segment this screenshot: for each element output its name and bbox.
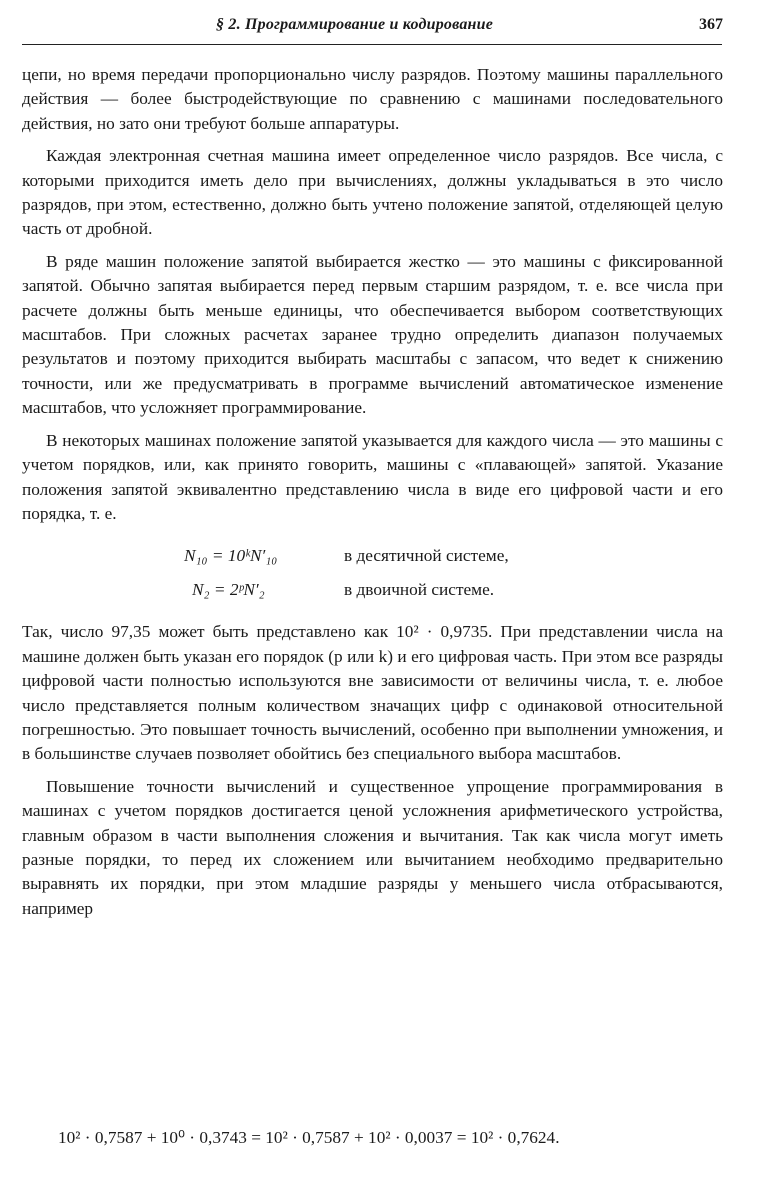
formula-row	[22, 578, 723, 608]
paragraph: цепи, но время передачи пропорционально числу разрядов. Поэтому машины параллельного действия — более быстродействующие по сравнению с машинами последовательного действия, но зато они требуют больше аппаратуры.	[22, 65, 723, 133]
example-formula: 10² · 0,7587 + 10⁰ · 0,3743 = 10² · 0,7587 + 10² · 0,0037 = 10² · 0,7624.	[58, 1128, 560, 1147]
formula-description: в двоичной системе.	[344, 580, 495, 600]
page-number: 367	[699, 16, 723, 33]
formula-block	[22, 534, 723, 614]
paragraph: Повышение точности вычислений и существенное упрощение программирования в машинах с учетом порядков достигается ценой усложнения арифметического устройства, главным образом в части выполнения сложения и вычитания. Так как числа могут иметь разные порядки, то перед их сложением или вычитанием необходимо предварительно выравнять их порядки, при этом младшие разряды у меньшего числа отбрасываются, например	[22, 776, 723, 918]
running-head	[22, 14, 722, 46]
formula-row	[22, 544, 723, 574]
section-title: § 2. Программирование и кодирование	[216, 16, 494, 33]
paragraph: Так, число 97,35 может быть представлено как 10² · 0,9735. При представлении числа на машине должен быть указан его порядок (p или k) и его цифровая часть. При этом все разряды цифровой части полностью используются вне зависимости от величины числа, т. е. любое число представляется полным количеством значащих цифр с одинаковой относительной погрешностью. Это повышает точность вычислений, особенно при выполнении умножения, и в большинстве случаев позволяет обойтись без специального выбора масштабов.	[22, 622, 723, 764]
paragraph: В некоторых машинах положение запятой указывается для каждого числа — это машины с учетом порядков, или, как принято говорить, машины с «плавающей» запятой. Указание положения запятой эквивалентно представлению числа в виде его цифровой части и его порядка, т. е.	[22, 430, 723, 523]
body-text	[22, 63, 723, 921]
header-rule	[22, 44, 722, 45]
paragraph: В ряде машин положение запятой выбирается жестко — это машины с фиксированной запятой. Обычно запятая выбирается перед первым старшим разрядом, т. е. все числа при расчете должны быть меньше единицы, что обеспечивается выбором соответствующих масштабов. При сложных расчетах заранее трудно определить диапазон получаемых результатов и поэтому приходится выбирать масштабы с запасом, что ведет к снижению точности, или же предусматривать в программе вычислений автоматическое изменение масштабов, что усложняет программирование.	[22, 251, 723, 418]
formula-expression: N₂ = 2ᵖN′₂	[192, 580, 265, 600]
formula-expression: N₁₀ = 10ᵏN′₁₀	[184, 546, 278, 566]
formula-description: в десятичной системе,	[344, 546, 509, 566]
paragraph: Каждая электронная счетная машина имеет определенное число разрядов. Все числа, с которыми приходится иметь дело при вычислениях, должны укладываться в это число разрядов, при этом, естественно, должно быть учтено положение запятой, отделяющей целую часть от дробной.	[22, 146, 723, 239]
